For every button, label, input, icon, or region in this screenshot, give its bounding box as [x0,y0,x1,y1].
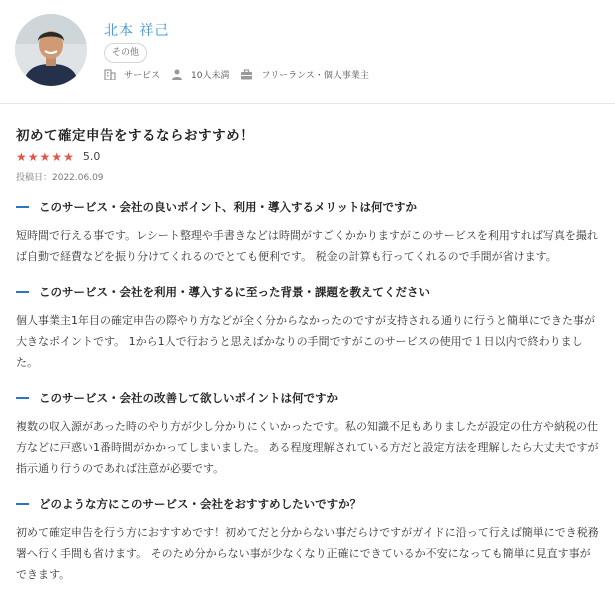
rating-score: 5.0 [82,150,101,163]
reviewer-profile [0,0,615,104]
meta-occupation [240,68,368,81]
answer-text: 個人事業主1年目の確定申告の際やり方などが全く分からなかったのですが支持される通りに行うと簡単にできた事が大きなポイントです。 1から1人で行おうと思えばかなりの手間ですがこのサービスの使用で１日以内で終わりました。 [16,314,595,369]
question-heading [16,199,599,215]
heading-bar [16,397,29,399]
question-heading [16,390,599,406]
heading-bar [16,291,29,293]
star-icon: ★ [16,149,27,164]
answer-text: 初めて確定申告を行う方におすすめです！初めてだと分からない事だらけですがガイドに沿って行えば簡単にでき税務署へ行く手間も省けます。 そのため分からない事が少なくなり正確にできているか不安になっても簡単に見直す事ができます。 [16,526,599,581]
star-icon: ★ [39,149,51,164]
person-icon [171,69,183,80]
reviewer-meta [104,68,380,81]
star-icon: ★ [27,149,39,164]
star-icon: ★ [63,149,74,164]
question-text: このサービス・会社の改善して欲しいポイントは何ですか [39,391,338,405]
briefcase-icon [240,69,253,80]
question-text: どのような方にこのサービス・会社をおすすめしたいですか？ [39,497,362,511]
meta-company-size-label: 10人未満 [191,71,230,81]
meta-occupation-label: フリーランス・個人事業主 [261,71,369,81]
reviewer-tag: その他 [104,43,147,63]
meta-industry [104,68,160,81]
heading-bar [16,206,29,208]
question-text: このサービス・会社の良いポイント、利用・導入するメリットは何ですか [39,200,418,214]
post-date: 投稿日：2022.06.09 [16,173,104,183]
review-body [0,124,615,585]
answer-text: 複数の収入源があった時のやり方が少し分かりにくいかったです。私の知識不足もありましたが設定の仕方や納税の仕方などに戸惑い1番時間がかかってしまいました。 ある程度理解されている方だと設定方法を理解したら大丈夫ですが指示通り行うのであれば注意が必要です。 [16,420,599,475]
avatar [15,14,87,86]
meta-industry-label: サービス [124,71,161,81]
heading-bar [16,503,29,505]
answer-text: 短時間で行える事です。レシート整理や手書きなどは時間がすごくかかりますがこのサービスを利用すれば写真を撮れば自動で経費などを振り分けてくれるのでとても便利です。 税金の計算も行ってくれるので手間が省けます。 [16,229,598,263]
question-heading [16,284,599,300]
reviewer-name[interactable]: 北本 祥己 [104,23,170,39]
rating-stars [16,151,75,163]
building-icon [104,69,116,80]
question-text: このサービス・会社を利用・導入するに至った背景・課題を教えてください [39,285,430,299]
meta-company-size [171,68,229,81]
review-rating [16,150,599,163]
avatar-image [15,14,87,86]
question-heading [16,496,599,512]
review-title: 初めて確定申告をするならおすすめ！ [16,128,255,144]
star-icon: ★ [51,149,63,164]
